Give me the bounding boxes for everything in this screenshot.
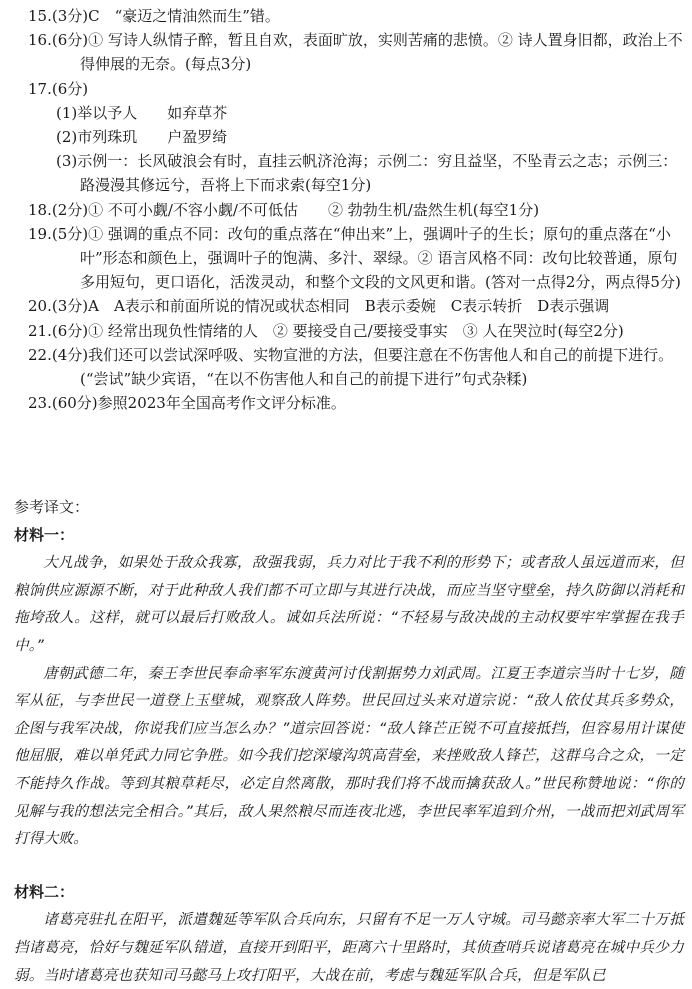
answer-17 <box>28 77 684 101</box>
answer-number: 20. <box>28 297 52 316</box>
answer-text: (4分)我们还可以尝试深呼吸、实物宣泄的方法，但要注意在不伤害他人和自己的前提下进行。(“尝试”缺少宾语，“在以不伤害他人和自己的前提下进行”句式杂糅) <box>51 345 674 389</box>
answer-text: (3分)A A表示和前面所说的情况或状态相同 B表示委婉 C表示转折 D表示强调 <box>51 297 610 316</box>
answer-15 <box>28 4 684 28</box>
material-1-label: 材料一： <box>14 525 75 544</box>
answer-number: 23. <box>28 394 52 413</box>
answer-17-sub-1: (1)举以予人 如弃草芥 <box>56 103 228 122</box>
answer-17-sub-2: (2)市列珠玑 户盈罗绮 <box>56 128 228 147</box>
translation-heading: 参考译文： <box>14 498 90 516</box>
answer-number: 15. <box>28 7 52 25</box>
answer-23 <box>28 391 684 415</box>
material-2-paragraph: 诸葛亮驻扎在阳平，派遣魏延等军队合兵向东，只留有不足一万人守城。司马懿亲率大军二十万抵挡诸葛亮，恰好与魏延军队错道，直接开到阳平，距离六十里路时，其侦查哨兵说诸葛亮在城中兵少力弱。当时诸葛亮也获知司马懿马上攻打阳平，大战在前，考虑与魏延军队合兵，但是军队已 <box>14 911 684 984</box>
answer-text: (6分) <box>51 79 89 98</box>
answer-text: (60分)参照2023年全国高考作文评分标准。 <box>51 394 346 413</box>
material-1-paragraph: 唐朝武德二年，秦王李世民奉命率军东渡黄河讨伐割据势力刘武周。江夏王李道宗当时十七岁，随军从征，与李世民一道登上玉壁城，观察敌人阵势。世民回过头来对道宗说：“敌人依仗其兵多势众，企图与我军决战，你说我们应当怎么办？”道宗回答说：“敌人锋芒正锐不可直接抵挡，但容易用计谋使他屈服，难以单凭武力同它争胜。如今我们挖深壕沟筑高营垒，来挫败敌人锋芒，这群乌合之众，一定不能持久作战。等到其粮草耗尽，必定自然离散，那时我们将不战而擒获敌人。”世民称赞地说：“你的见解与我的想法完全相合。”其后，敌人果然粮尽而连夜北逃，李世民率军追到介州，一战而把刘武周军打得大败。 <box>14 664 684 848</box>
section-gap <box>14 853 684 879</box>
material-2-label: 材料二： <box>14 882 75 901</box>
answer-number: 17. <box>28 79 52 98</box>
answer-number: 19. <box>28 224 52 243</box>
answer-text: (6分)① 经常出现负性情绪的人 ② 要接受自己/要接受事实 ③ 人在哭泣时(每空2分) <box>51 321 624 340</box>
answer-number: 16. <box>28 31 52 50</box>
answer-17-sub-3: (3)示例一：长风破浪会有时，直挂云帆济沧海；示例二：穷且益坚，不坠青云之志；示例三：路漫漫其修远兮，吾将上下而求索(每空1分) <box>56 152 678 195</box>
answer-16 <box>28 28 684 76</box>
answer-18 <box>28 198 684 222</box>
material-1-paragraph: 大凡战争，如果处于敌众我寡，敌强我弱，兵力对比于我不利的形势下；或者敌人虽远道而来，但粮饷供应源源不断，对于此种敌人我们都不可立即与其进行决战，而应当坚守壁垒，持久防御以消耗和拖垮敌人。这样，就可以最后打败敌人。诚如兵法所说：“不轻易与敌决战的主动权要牢牢掌握在我手中。” <box>14 554 684 654</box>
answer-19 <box>28 222 684 295</box>
answer-number: 22. <box>28 345 52 364</box>
answer-text: (5分)① 强调的重点不同：改句的重点落在“伸出来”上，强调叶子的生长；原句的重点落在“小叶”形态和颜色上，强调叶子的饱满、多汁、翠绿。② 语言风格不同：改句比较普通，原句多用短句，更口语化，活泼灵动，和整个文段的文风更和谐。(答对一点得2分，两点得5分) <box>51 224 681 292</box>
answer-text: (6分)① 写诗人纵情子醉，暂且自欢，表面旷放，实则苦痛的悲愤。② 诗人置身旧都，政治上不得伸展的无奈。(每点3分) <box>51 31 683 74</box>
answer-text: (2分)① 不可小觑/不容小觑/不可低估 ② 勃勃生机/盎然生机(每空1分) <box>51 200 540 219</box>
answer-21 <box>28 319 684 343</box>
answer-number: 21. <box>28 321 52 340</box>
answer-list <box>28 4 684 415</box>
answer-20 <box>28 294 684 318</box>
answer-number: 18. <box>28 200 52 219</box>
answer-22 <box>28 343 684 391</box>
reference-translation <box>14 494 684 989</box>
answer-text: (3分)C “豪迈之情油然而生”错。 <box>51 7 280 25</box>
